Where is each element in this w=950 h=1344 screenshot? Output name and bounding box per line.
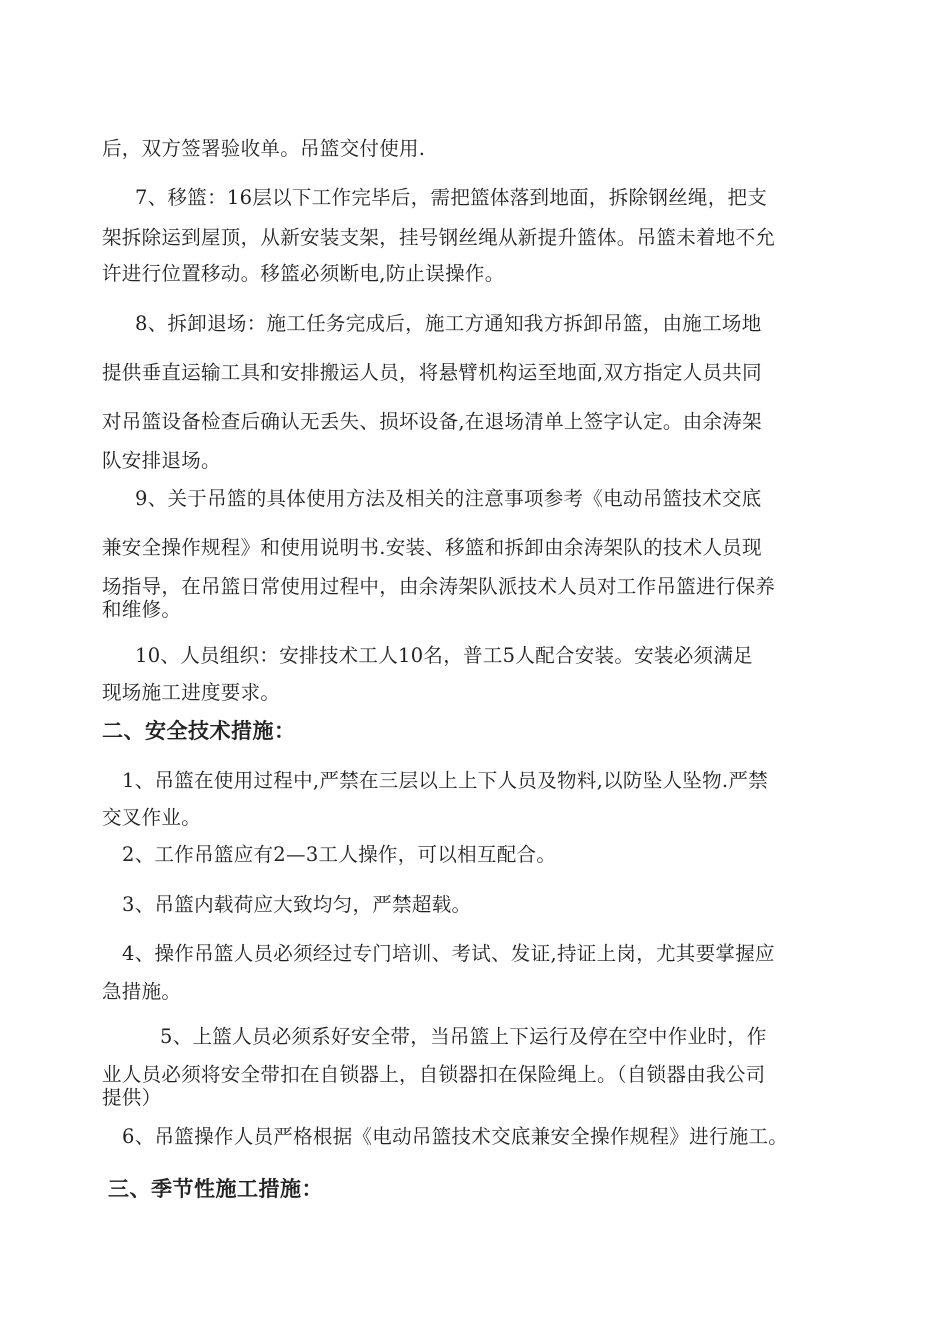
paragraph-9-line-2: 兼安全操作规程》和使用说明书.安装、移篮和拆卸由余涛架队的技术人员现 [102,536,762,559]
paragraph-10-line-2: 现场施工进度要求。 [102,681,281,704]
safety-item-3: 3、吊篮内载荷应大致均匀，严禁超载。 [122,893,472,916]
paragraph-7-line-1: 7、移篮：16层以下工作完毕后，需把篮体落到地面，拆除钢丝绳，把支 [135,186,768,209]
paragraph-8-line-1: 8、拆卸退场：施工任务完成后，施工方通知我方拆卸吊篮，由施工场地 [135,312,762,335]
safety-item-1-line-1: 1、吊篮在使用过程中,严禁在三层以上上下人员及物料,以防坠人坠物.严禁 [122,769,769,792]
safety-item-6: 6、吊篮操作人员严格根据《电动吊篮技术交底兼安全操作规程》进行施工。 [122,1125,789,1148]
paragraph-7-line-2: 架拆除运到屋顶，从新安装支架，挂号钢丝绳从新提升篮体。吊篮未着地不允 [102,226,776,249]
paragraph-8-line-4: 队安排退场。 [102,449,221,472]
paragraph-10-line-1: 10、人员组织：安排技术工人10名，普工5人配合安装。安装必须满足 [135,644,753,667]
paragraph-8-line-3: 对吊篮设备检查后确认无丢失、损坏设备,在退场清单上签字认定。由余涛架 [102,410,762,433]
section-heading-seasonal: 三、季节性施工措施： [108,1176,323,1201]
safety-item-2: 2、工作吊篮应有2—3工人操作，可以相互配合。 [122,843,557,866]
text-line: 后，双方签署验收单。吊篮交付使用. [102,137,426,160]
paragraph-9-line-4: 和维修。 [102,598,182,621]
paragraph-7-line-3: 许进行位置移动。移篮必须断电,防止误操作。 [102,262,505,285]
safety-item-5-line-1: 5、上篮人员必须系好安全带，当吊篮上下运行及停在空中作业时，作 [160,1025,767,1048]
safety-item-5-line-3: 提供） [102,1086,162,1109]
safety-item-1-line-2: 交叉作业。 [102,806,202,829]
section-heading-safety: 二、安全技术措施： [102,718,296,743]
paragraph-9-line-1: 9、关于吊篮的具体使用方法及相关的注意事项参考《电动吊篮技术交底 [135,487,762,510]
paragraph-8-line-2: 提供垂直运输工具和安排搬运人员，将悬臂机构运至地面,双方指定人员共同 [102,361,762,384]
safety-item-5-line-2: 业人员必须将安全带扣在自锁器上，自锁器扣在保险绳上。（自锁器由我公司 [102,1063,766,1086]
safety-item-4-line-2: 急措施。 [102,980,182,1003]
paragraph-9-line-3: 场指导，在吊篮日常使用过程中，由余涛架队派技术人员对工作吊篮进行保养 [102,575,776,598]
safety-item-4-line-1: 4、操作吊篮人员必须经过专门培训、考试、发证,持证上岗，尤其要掌握应 [122,942,775,965]
